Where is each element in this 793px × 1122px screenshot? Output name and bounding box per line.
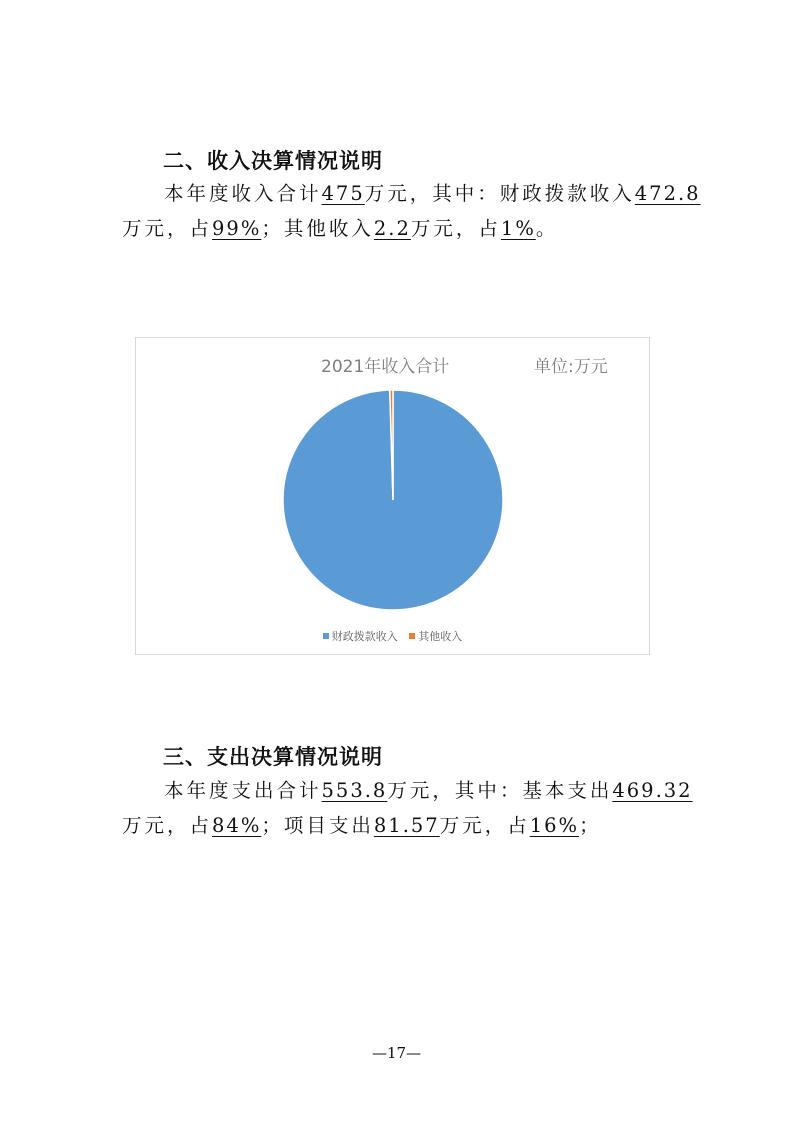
other-income-percent: 1% — [500, 217, 536, 240]
expense-total-value: 553.8 — [321, 779, 388, 802]
legend-swatch-fiscal — [323, 633, 329, 639]
text-segment: ；项目支出 — [261, 814, 374, 837]
legend-item-other — [409, 628, 462, 644]
chart-legend — [136, 628, 649, 644]
expense-line-1 — [122, 773, 693, 808]
text-segment: 万元，其中：基本支出 — [387, 779, 613, 802]
expense-line-2 — [122, 808, 682, 843]
chart-title: 2021年收入合计 — [321, 357, 450, 377]
text-segment: 万元，占 — [122, 217, 213, 240]
section-heading-income: 二、收入决算情况说明 — [163, 149, 383, 173]
fiscal-income-value: 472.8 — [634, 182, 701, 205]
legend-label-fiscal: 财政拨款收入 — [331, 630, 398, 643]
project-expense-percent: 16% — [529, 814, 580, 837]
pie-svg — [136, 338, 649, 654]
section-heading-expense: 三、支出决算情况说明 — [163, 745, 383, 769]
page-number: —17— — [371, 1044, 422, 1062]
text-segment: 本年度收入合计 — [164, 182, 322, 205]
project-expense-value: 81.57 — [373, 814, 440, 837]
income-line-1 — [122, 176, 701, 211]
legend-item-fiscal — [323, 628, 398, 644]
text-segment: ； — [579, 814, 602, 837]
income-total-value: 475 — [321, 182, 365, 205]
other-income-value: 2.2 — [373, 217, 411, 240]
text-segment: 本年度支出合计 — [164, 779, 322, 802]
basic-expense-value: 469.32 — [612, 779, 693, 802]
text-segment: 万元，占 — [410, 217, 501, 240]
text-segment: 万元，其中：财政拨款收入 — [364, 182, 635, 205]
text-segment: 万元，占 — [122, 814, 213, 837]
legend-label-other: 其他收入 — [418, 630, 463, 643]
income-pie-chart — [135, 337, 650, 655]
chart-unit-label: 单位:万元 — [534, 357, 608, 377]
text-segment: 。 — [535, 217, 559, 240]
legend-swatch-other — [409, 633, 415, 639]
income-line-2 — [122, 211, 682, 246]
basic-expense-percent: 84% — [212, 814, 262, 837]
income-paragraph — [122, 176, 701, 246]
text-segment: 万元，占 — [439, 814, 530, 837]
fiscal-income-percent: 99% — [212, 217, 262, 240]
text-segment: ；其他收入 — [261, 217, 374, 240]
expense-paragraph — [122, 773, 693, 843]
